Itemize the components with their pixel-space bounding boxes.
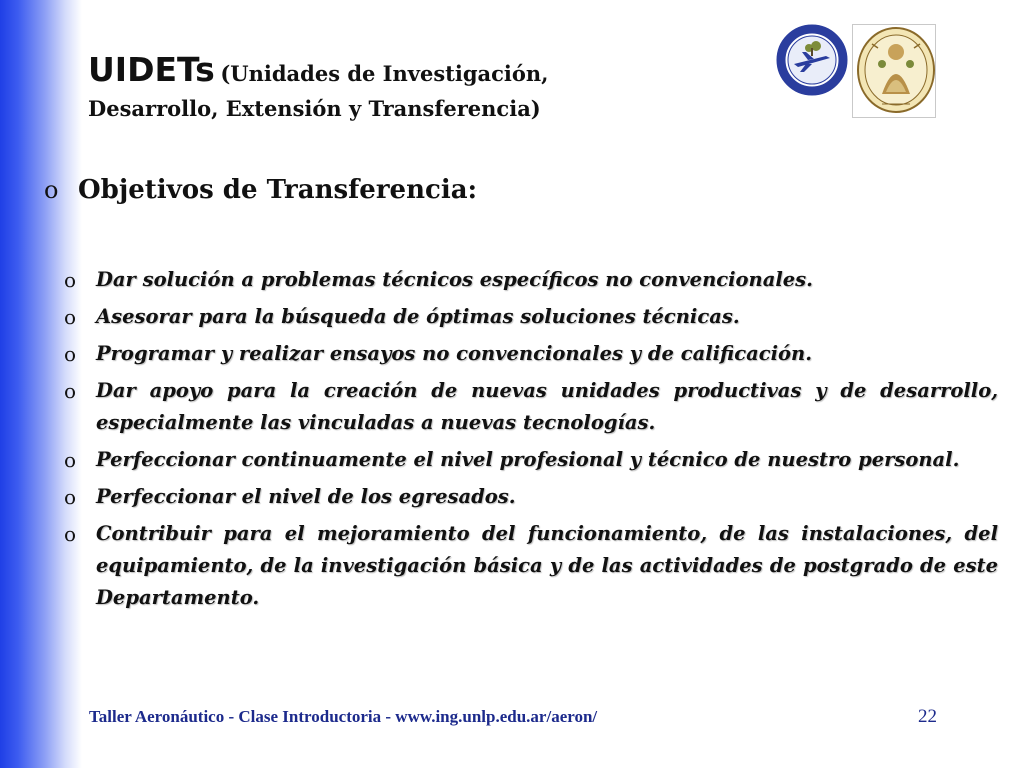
bullet-marker: o <box>64 448 77 472</box>
list-item-text: Dar apoyo para la creación de nuevas unidades productivas y de desarrollo, especialmente las vinculadas a nuevas tecnologías. <box>96 379 998 434</box>
list-item <box>64 518 998 614</box>
section-bullet: o <box>44 176 59 204</box>
objectives-list <box>64 264 998 619</box>
bullet-marker: o <box>64 522 77 546</box>
title-main: UIDETs <box>88 50 215 89</box>
slide-title <box>88 52 728 124</box>
list-item <box>64 338 998 370</box>
page-number: 22 <box>918 706 937 727</box>
list-item <box>64 375 998 439</box>
list-item-text: Contribuir para el mejoramiento del funcionamiento, de las instalaciones, del equipamiento, de la investigación básica y de las actividades de postgrado de este Departamento. <box>96 522 998 609</box>
list-item-text: Dar solución a problemas técnicos específicos no convencionales. <box>96 268 813 291</box>
footer-text: Taller Aeronáutico - Clase Introductoria - www.ing.unlp.edu.ar/aeron/ <box>89 707 598 726</box>
bullet-marker: o <box>64 305 77 329</box>
list-item-text: Programar y realizar ensayos no convencionales y de calificación. <box>96 342 812 365</box>
bullet-marker: o <box>64 268 77 292</box>
list-item <box>64 444 998 476</box>
title-subtitle-line1: (Unidades de Investigación, <box>220 61 549 86</box>
bullet-marker: o <box>64 485 77 509</box>
section-heading <box>44 170 477 210</box>
aeronautics-department-logo <box>776 24 848 96</box>
bullet-marker: o <box>64 342 77 366</box>
list-item <box>64 264 998 296</box>
list-item <box>64 301 998 333</box>
bullet-marker: o <box>64 379 77 403</box>
section-heading-text: Objetivos de Transferencia: <box>78 175 478 205</box>
university-seal-logo <box>852 24 936 118</box>
list-item <box>64 481 998 513</box>
list-item-text: Asesorar para la búsqueda de óptimas soluciones técnicas. <box>96 305 740 328</box>
title-subtitle-line2: Desarrollo, Extensión y Transferencia) <box>88 96 541 121</box>
list-item-text: Perfeccionar continuamente el nivel profesional y técnico de nuestro personal. <box>96 448 960 471</box>
list-item-text: Perfeccionar el nivel de los egresados. <box>96 485 516 508</box>
